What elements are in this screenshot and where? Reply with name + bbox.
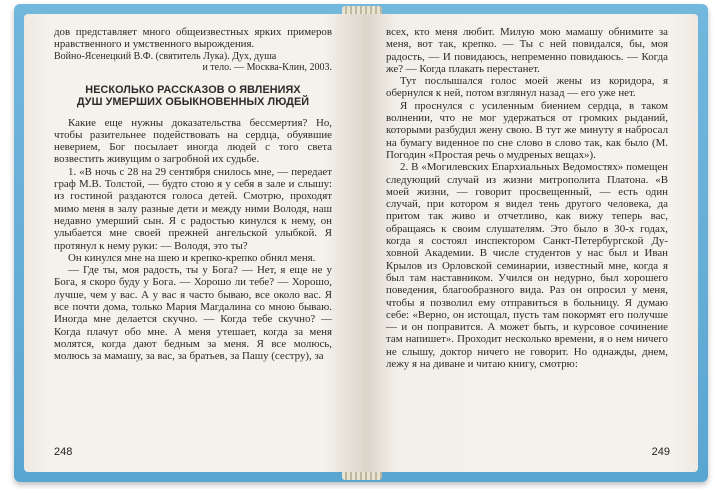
right-paragraph-1: всех, кто меня любит. Милую мою мамашу обнимите за меня, вот так, крепко. — Ты с ней повидался, бы, моя радость, — И повидаюсь, непременно повидаюсь. — Когда же? — Когда плакать перестанет. — [386, 26, 668, 75]
right-paragraph-4: 2. В «Могилевских Епархиальных Ведомостях» помещен следующий случай из жизни митрополита Платона. «В моей жизни, — говорит просвещенный, — есть один случай, при котором я видел тень другого человека, да притом так живо и отчетливо, как вижу теперь вас, обращаясь к своим слушателям. Это было в 30-х годах, когда я состоял инспектором Санкт-Петербургской Духовной Академии. В числе студентов у нас был и Иван Крылов из Орловской семинарии, известный мне, когда я был там наставником. Учился он недурно, был хорошего поведения, благообразного вида. Раз он опросил у меня, чтобы я позволил ему отправиться в больницу. Я думаю себе: «Верно, он истощал, пусть там покормят его получше — и он поправится. А может быть, и курсовое сочинение там напишет». Проходит несколько времени, я о нем ничего не слышу, доктор ничего не говорит. Но однажды, днем, лежу я на диване и читаю книгу, смотрю: — [386, 161, 668, 371]
right-page-text — [386, 26, 668, 370]
right-paragraph-2: Тут послышался голос моей жены из коридора, я обернулся к ней, потом взглянул назад — его уже нет. — [386, 75, 668, 100]
heading-line-1: НЕСКОЛЬКО РАССКАЗОВ О ЯВЛЕНИЯХ — [85, 83, 301, 96]
right-page — [364, 14, 698, 472]
right-paragraph-3: Я проснулся с усиленным биением сердца, в таком волнении, что не мог удержаться от громких рыданий, которыми разбудил жену свою. В тут же минуту я набросал на бумагу виденное по сне слово в слово так, как было (М. Погодин «Простая речь о мудреных вещах»). — [386, 99, 668, 161]
left-paragraph-2: 1. «В ночь с 28 на 29 сентября снилось мне, — передает граф М.В. Толстой, — будто стою я у себя в зале и слышу: из гостиной раздаются голоса детей. Смотрю, проходят мимо меня в залу разные дети и между ними Володя, наш недавно умерший сын. Я с радостью кинулся к нему, он улыбается мне своей прежней ангельской улыбкой. Я протянул к нему руки: — Володя, это ты? — [54, 165, 332, 252]
left-page — [24, 14, 364, 472]
section-heading — [54, 84, 332, 109]
reference-line-1: Войно-Ясенецкий В.Ф. (святитель Лука). Дух, душа — [54, 50, 277, 62]
left-paragraph-1: Какие еще нужны доказательства бессмертия? Но, чтобы разительнее подействовать на сердца, обуявшие неверием, Бог посылает иногда людей с того света возвестить живущим о загробной их судьбе. — [54, 116, 332, 166]
left-top-lines: дов представляет много общеизвестных ярких примеров нравственного и умственного вырождения. — [54, 26, 332, 51]
reference-line-2: и тело. — Москва-Клин, 2003. — [202, 62, 332, 74]
heading-line-2: ДУШ УМЕРШИХ ОБЫКНОВЕННЫХ ЛЮДЕЙ — [76, 96, 310, 109]
page-number-right: 249 — [651, 446, 670, 458]
page-number-left: 248 — [54, 446, 73, 458]
open-book — [14, 4, 708, 482]
left-paragraph-4: — Где ты, моя радость, ты у Бога? — Нет, я еще не у Бога, я скоро буду у Бога. — Хорошо ли тебе? — Хорошо, лучше, чем у вас. А у вас я часто бываю, все около вас. Я все почти дома, только Мария Магдалина со мною бываю. Иногда мне делается скучно. — Когда тебе скучно? — Когда плачут обо мне. А меня утешает, когда за меня молятся, когда дают бедным за меня. Я все молюсь, молюсь за мамашу, за вас, за братьев, за Пашу (сестру), за — [54, 264, 332, 363]
left-paragraph-3: Он кинулся мне на шею и крепко-крепко обнял меня. — [68, 251, 316, 264]
left-page-text — [54, 26, 332, 363]
